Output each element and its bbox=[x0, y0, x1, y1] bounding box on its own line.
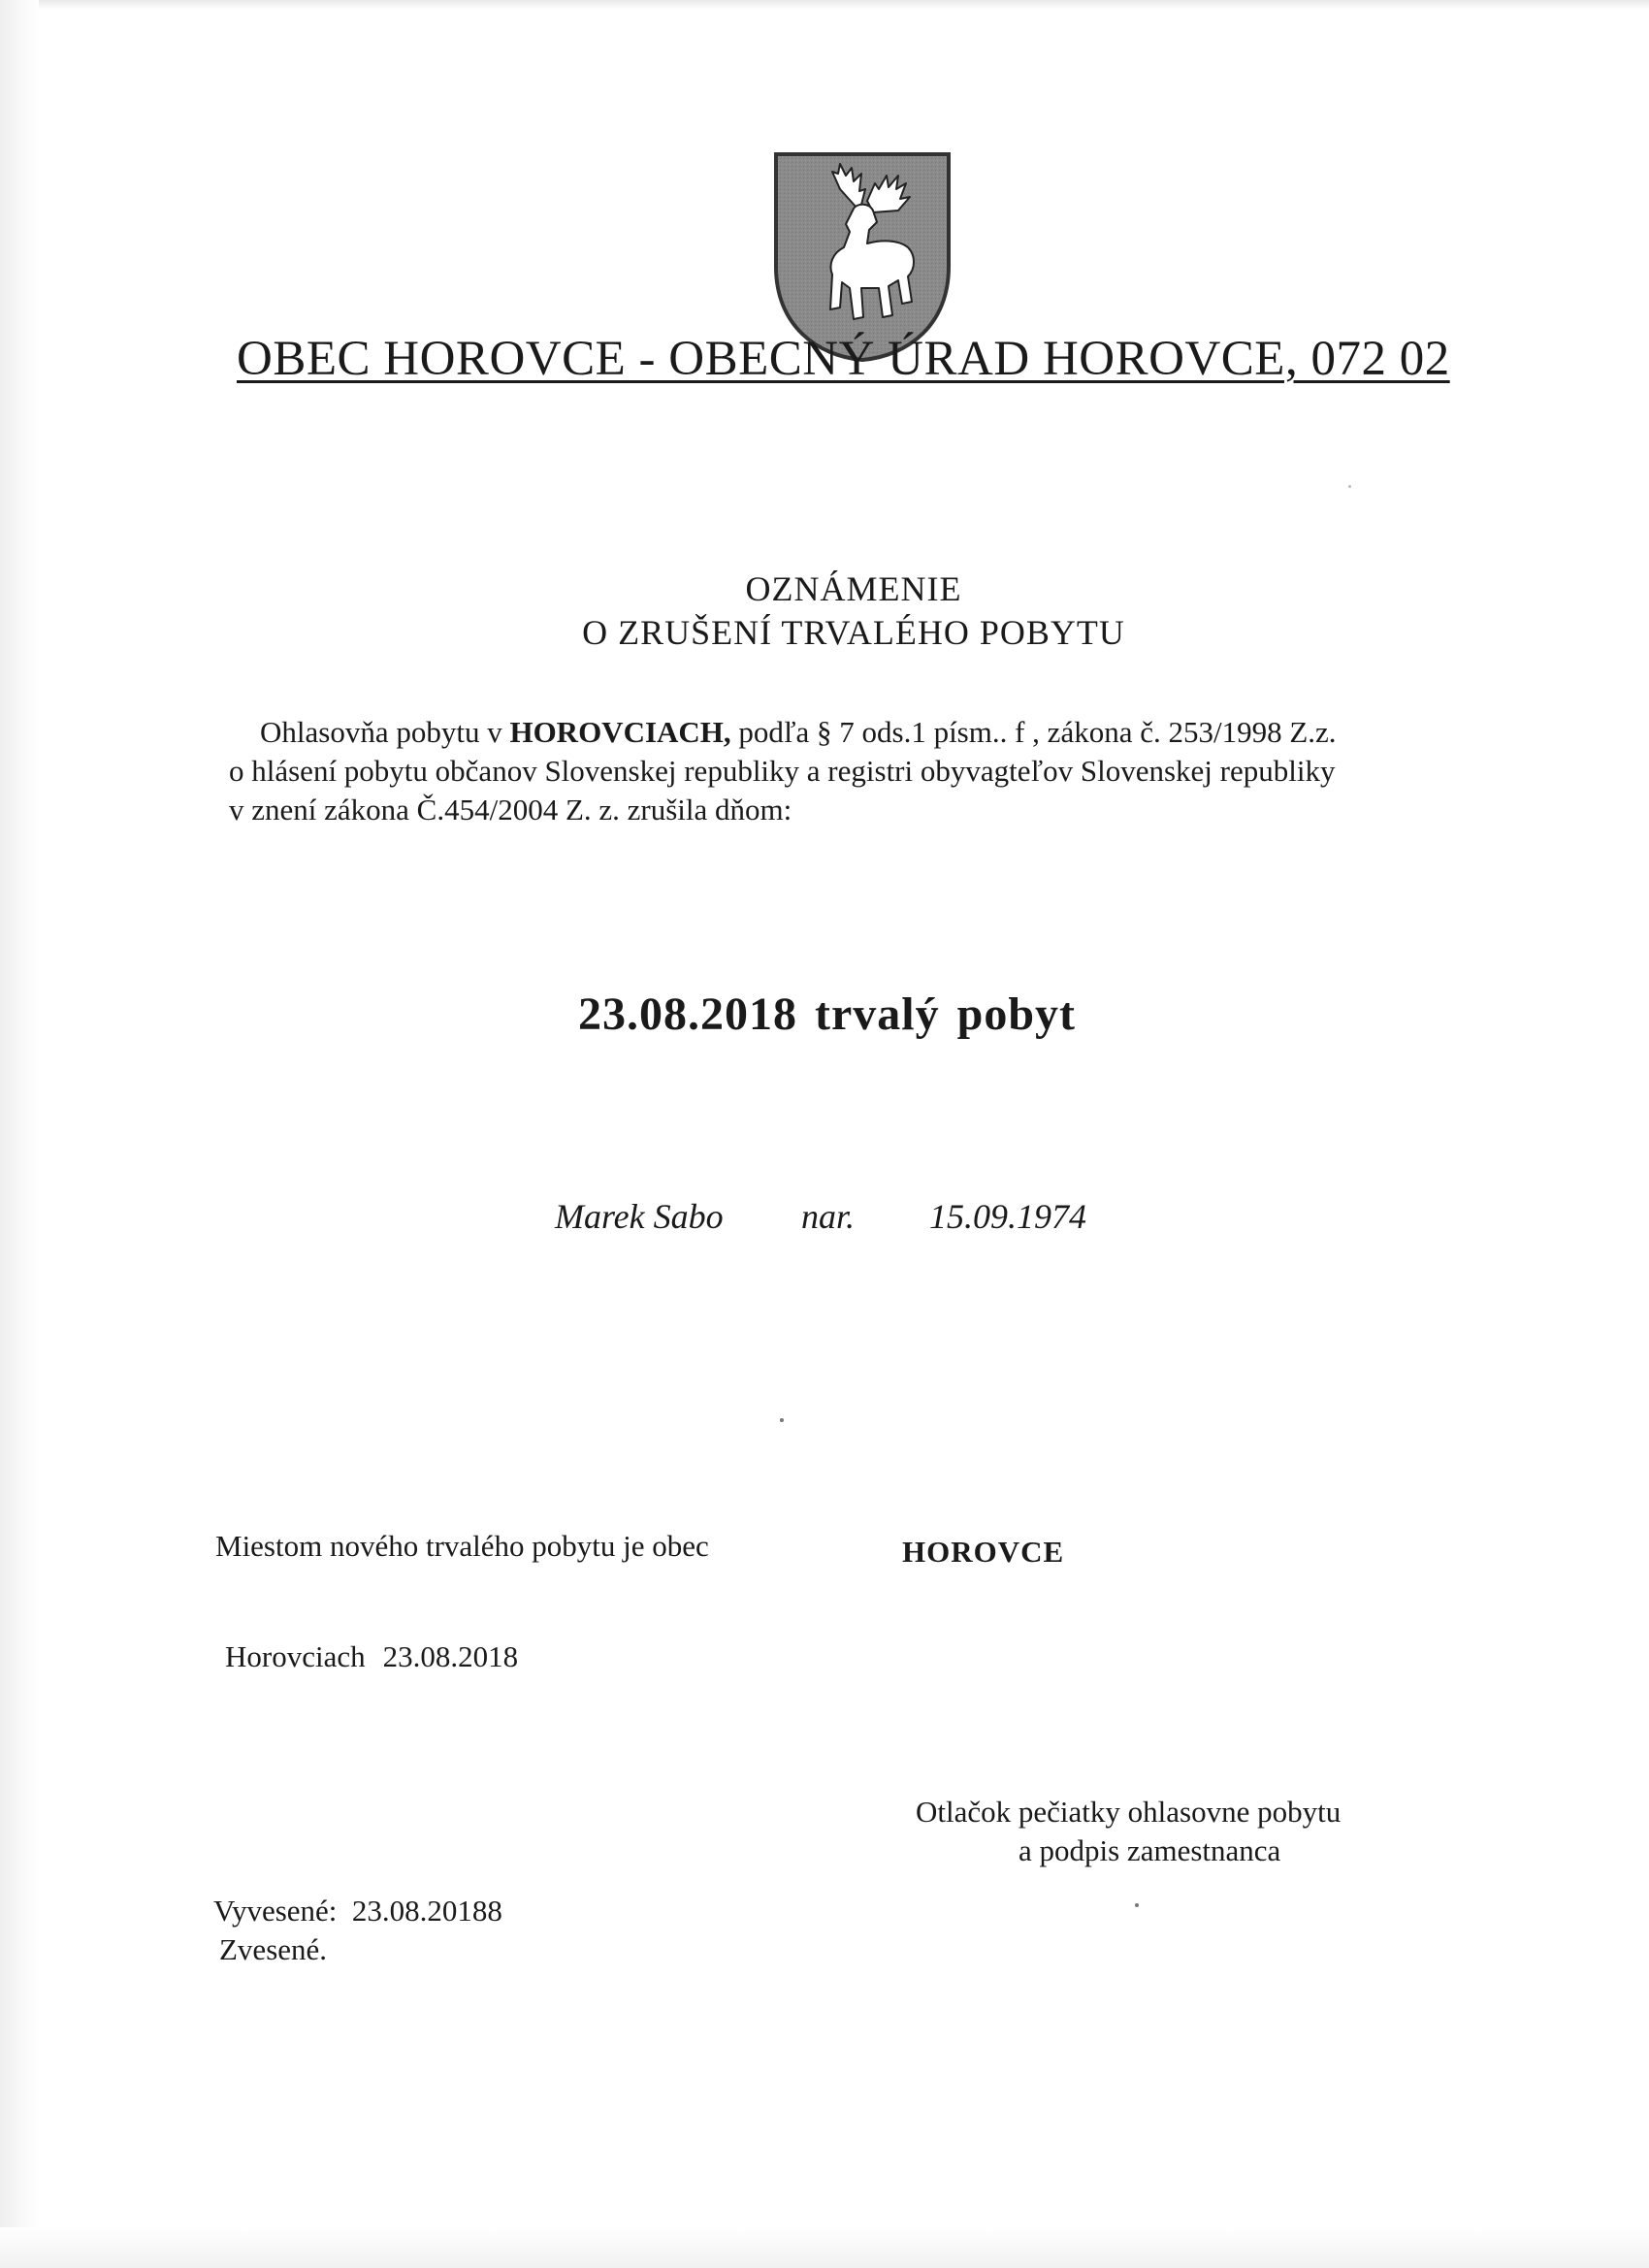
body-line-3: v znení zákona Č.454/2004 Z. z. zrušila dňom: bbox=[229, 793, 792, 826]
issued-date: 23.08.2018 bbox=[382, 1639, 519, 1673]
body-line-1-prefix: Ohlasovňa pobytu v bbox=[260, 715, 510, 749]
person-birth-date: 15.09.1974 bbox=[929, 1197, 1086, 1236]
person-born-label: nar. bbox=[801, 1197, 856, 1236]
new-residence-value: HOROVCE bbox=[902, 1535, 1065, 1569]
stamp-note-line-2: a podpis zamestnanca bbox=[1018, 1833, 1281, 1867]
body-line-1-bold: HOROVCIACH, bbox=[509, 715, 731, 749]
cancellation-date-line bbox=[578, 988, 1076, 1042]
cancellation-date: 23.08.2018 bbox=[578, 988, 797, 1040]
scan-speck bbox=[780, 1418, 784, 1422]
person-name: Marek Sabo bbox=[555, 1197, 724, 1236]
notice-title: OZNÁMENIE bbox=[745, 569, 962, 608]
page-title: OBEC HOROVCE - OBECNÝ ÚRAD HOROVCE, 072 02 bbox=[237, 332, 1450, 386]
new-residence-label: Miestom nového trvalého pobytu je obec bbox=[215, 1529, 709, 1563]
scan-speck bbox=[1135, 1903, 1139, 1907]
cancellation-label-2: pobyt bbox=[956, 988, 1076, 1040]
cancellation-label: trvalý bbox=[815, 988, 940, 1040]
issued-place-date bbox=[225, 1637, 518, 1676]
body-line-2: o hlásení pobytu občanov Slovenskej republiky a registri obyvagteľov Slovenskej republiky bbox=[229, 754, 1336, 788]
notice-subtitle: O ZRUŠENÍ TRVALÉHO POBYTU bbox=[582, 613, 1125, 652]
body-line-1 bbox=[260, 713, 1337, 752]
body-line-1-suffix: podľa § 7 ods.1 písm.. f , zákona č. 253/1998 Z.z. bbox=[730, 715, 1337, 749]
scan-edge-bottom bbox=[0, 2227, 1649, 2268]
issued-place: Horovciach bbox=[225, 1639, 366, 1673]
removed-date: Zvesené. bbox=[219, 1932, 328, 1966]
posted-date: Vyvesené: 23.08.20188 bbox=[213, 1894, 502, 1928]
scan-edge-top bbox=[0, 0, 1649, 10]
stamp-note-line-1: Otlačok pečiatky ohlasovne pobytu bbox=[916, 1795, 1342, 1829]
scan-speck bbox=[1348, 485, 1351, 488]
scan-edge-left bbox=[0, 0, 39, 2268]
